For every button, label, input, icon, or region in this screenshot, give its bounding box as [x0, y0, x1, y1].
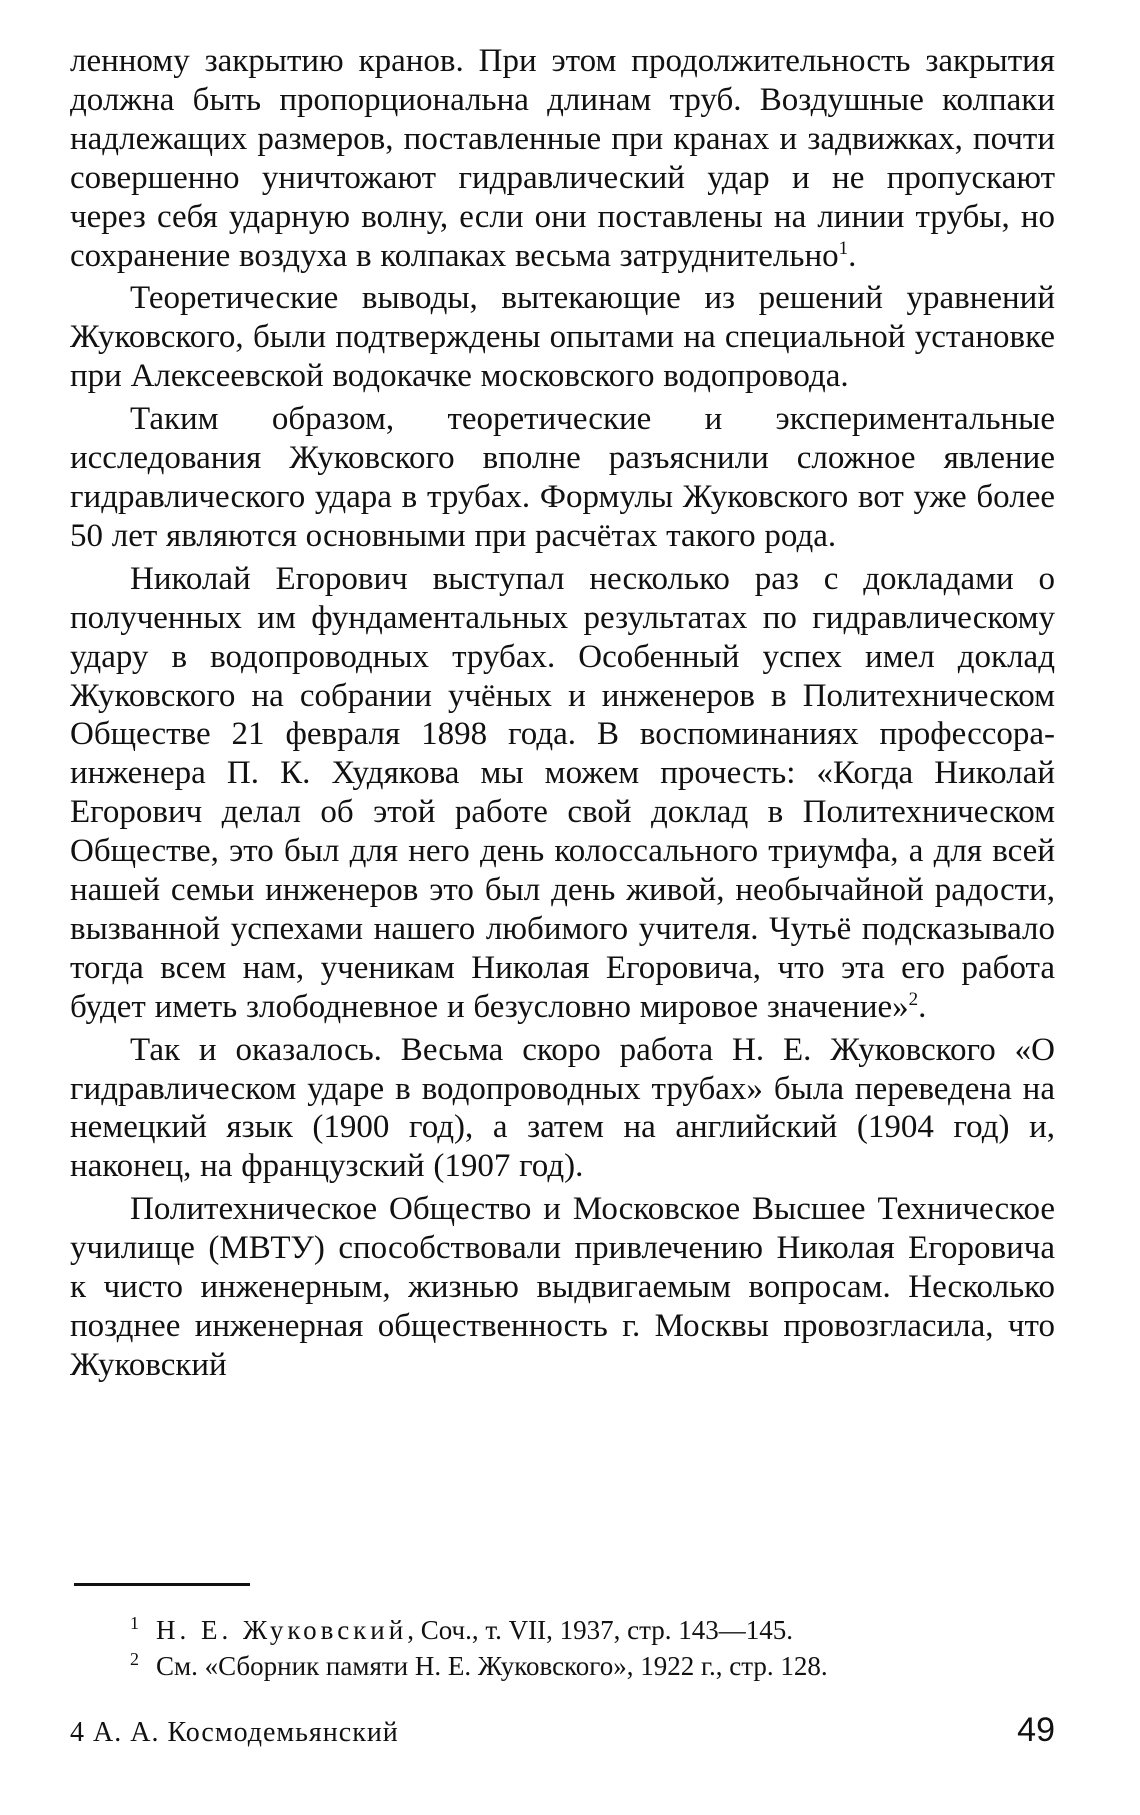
paragraph-4-tail: .	[918, 988, 927, 1025]
footnote-ref-1[interactable]: 1	[838, 237, 849, 259]
paragraph-3: Таким образом, теоретические и экспериментальные исследования Жуковского вполне разъяснили сложное явление гидравлического удара в трубах. Формулы Жуковского вот уже более 50 лет являются основными при расчётах такого рода.	[70, 401, 1055, 554]
paragraph-1	[70, 42, 1055, 275]
page-body	[70, 42, 1055, 1389]
paragraph-4	[70, 560, 1055, 1027]
page-number: 49	[1017, 1711, 1055, 1749]
paragraph-1-tail: .	[848, 237, 857, 274]
footnote-2-text: См. «Сборник памяти Н. Е. Жуковского», 1922 г., стр. 128.	[156, 1651, 828, 1681]
paragraph-6: Политехническое Общество и Московское Высшее Техническое училище (МВТУ) способствовали привлечению Николая Егоровича к чисто инженерным, жизнью выдвигаемым вопросам. Несколько позднее инженерная общественность г. Москвы провозгласила, что Жуковский	[70, 1191, 1055, 1383]
page-footer	[70, 1711, 1055, 1755]
footnote-1-text: , Соч., т. VII, 1937, стр. 143—145.	[407, 1615, 793, 1645]
footnote-1: 1 Н. Е. Жуковский, Соч., т. VII, 1937, стр. 143—145.	[130, 1613, 793, 1645]
footnotes	[130, 1612, 1055, 1684]
footnote-ref-2[interactable]: 2	[908, 988, 919, 1010]
paragraph-4-text: Николай Егорович выступал несколько раз с докладами о полученных им фундаментальных результатах по гидравлическому удару в водопроводных трубах. Особенный успех имел доклад Жуковского на собрании учёных и инженеров в Политехническом Обществе 21 февраля 1898 года. В воспоминаниях профессора-инженера П. К. Худякова мы можем прочесть: «Когда Николай Егорович делал об этой работе свой доклад в Политехническом Обществе, это был для него день колоссального триумфа, а для всей нашей семьи инженеров это был день живой, необычайной радости, вызванной успехами нашего любимого учителя. Чутьё подсказывало тогда всем нам, ученикам Николая Егоровича, что эта его работа будет иметь злободневное и безусловно мировое значение»	[70, 560, 1055, 1025]
signature-mark: 4 А. А. Космодемьянский	[70, 1717, 399, 1748]
paragraph-1-text: ленному закрытию кранов. При этом продолжительность закрытия должна быть пропорциональна длинам труб. Воздушные колпаки надлежащих размеров, поставленные при кранах и задвижках, почти совершенно уничтожают гидравлический удар и не пропускают через себя ударную волну, если они поставлены на линии трубы, но сохранение воздуха в колпаках весьма затруднительно	[70, 43, 1055, 274]
footnote-divider	[74, 1583, 250, 1586]
footnote-1-author: Н. Е. Жуковский	[156, 1615, 408, 1645]
footnote-2: 2 См. «Сборник памяти Н. Е. Жуковского», 1922 г., стр. 128.	[130, 1649, 828, 1681]
paragraph-2: Теоретические выводы, вытекающие из решений уравнений Жуковского, были подтверждены опытами на специальной установке при Алексеевской водокачке московского водопровода.	[70, 280, 1055, 395]
paragraph-5: Так и оказалось. Весьма скоро работа Н. Е. Жуковского «О гидравлическом ударе в водопроводных трубах» была переведена на немецкий язык (1900 год), а затем на английский (1904 год) и, наконец, на французский (1907 год).	[70, 1031, 1055, 1185]
